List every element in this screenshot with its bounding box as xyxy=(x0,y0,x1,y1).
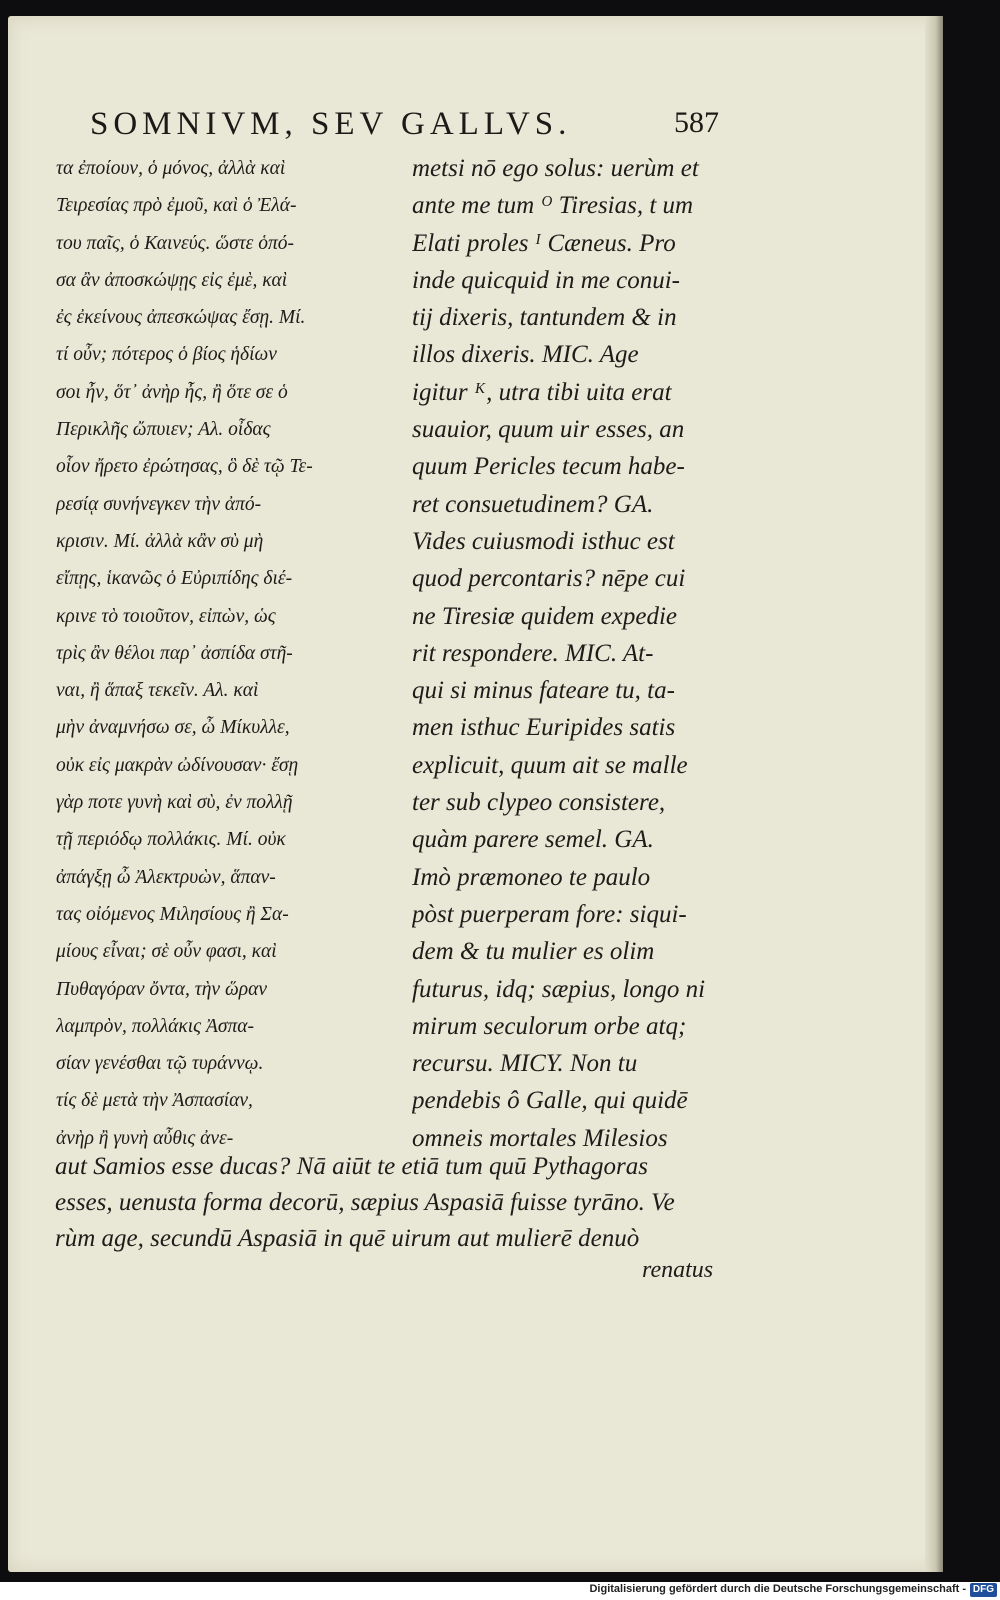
greek-text-column xyxy=(56,150,396,1157)
full-width-text xyxy=(55,1149,745,1257)
latin-text-line: pòst puerperam fore: siqui- xyxy=(412,900,687,928)
latin-text-line: ret consuetudinem? GA. xyxy=(412,490,654,518)
greek-text-line: ρεσίᾳ συνήνεγκεν τὴν ἀπό- xyxy=(56,493,262,515)
latin-text-line: metsi nō ego solus: uerùm et xyxy=(412,155,699,182)
latin-text-line: Vides cuiusmodi isthuc est xyxy=(412,527,675,555)
greek-text-line: τί οὖν; πότερος ὁ βίος ἡδίων xyxy=(56,344,277,366)
page-edge xyxy=(925,16,943,1572)
running-title: SOMNIVM, SEV GALLVS. xyxy=(90,106,572,142)
page-number: 587 xyxy=(674,106,719,139)
greek-text-line: τῇ περιόδῳ πολλάκις. Μί. οὐκ xyxy=(56,829,286,851)
greek-text-line: οὐκ εἰς μακρὰν ὠδίνουσαν· ἔσῃ xyxy=(56,754,299,776)
greek-text-line: ἐς ἐκείνους ἀπεσκώψας ἔσῃ. Μί. xyxy=(56,307,306,329)
latin-text-column xyxy=(412,150,742,1157)
greek-text-line: ναι, ἢ ἅπαξ τεκεῖν. Αλ. καὶ xyxy=(56,680,259,702)
latin-text-line: inde quicquid in me conui- xyxy=(412,266,680,294)
greek-text-line: κρισιν. Μί. ἀλλὰ κἂν σὺ μὴ xyxy=(56,530,264,552)
digitization-credit: Digitalisierung gefördert durch die Deutsche Forschungsgemeinschaft - xyxy=(589,1583,966,1595)
greek-text-line: μίους εἶναι; σὲ οὖν φασι, καὶ xyxy=(56,941,277,963)
catchword: renatus xyxy=(642,1257,714,1283)
greek-text-line: τας οἰόμενος Μιλησίους ἢ Σα- xyxy=(56,903,289,925)
greek-text-line: τίς δὲ μετὰ τὴν Ἀσπασίαν, xyxy=(56,1090,253,1112)
latin-text-line: ter sub clypeo consistere, xyxy=(412,789,666,817)
latin-text-line: men isthuc Euripides satis xyxy=(412,714,676,742)
greek-text-line: Περικλῆς ὤπυιεν; Αλ. οἶδας xyxy=(56,419,271,441)
greek-text-line: κρινε τὸ τοιοῦτον, εἰπὼν, ὡς xyxy=(56,605,276,627)
greek-text-line: τρὶς ἂν θέλοι παρ᾽ ἀσπίδα στῆ- xyxy=(56,642,293,664)
greek-text-line: σίαν γενέσθαι τῷ τυράννῳ. xyxy=(56,1053,264,1075)
latin-text-line: ante me tum ᴼ Tiresias, t um xyxy=(412,192,694,220)
latin-text-line: illos dixeris. MIC. Age xyxy=(412,341,639,369)
latin-text-line: omneis mortales Milesios xyxy=(412,1124,668,1152)
greek-text-line: σα ἂν ἀποσκώψῃς εἰς ἐμὲ, καὶ xyxy=(56,269,288,291)
greek-text-line: ἀνὴρ ἢ γυνὴ αὖθις ἀνε- xyxy=(56,1127,234,1149)
latin-text-line: quum Pericles tecum habe- xyxy=(412,453,685,481)
greek-text-line: λαμπρὸν, πολλάκις Ἀσπα- xyxy=(56,1015,254,1037)
full-width-text-line: esses, uenusta forma decorū, sæpius Aspasiā fuisse tyrāno. Ve xyxy=(55,1189,675,1216)
latin-text-line: Imò præmoneo te paulo xyxy=(412,863,651,891)
dfg-logo: DFG xyxy=(970,1583,997,1597)
latin-text-line: tij dixeris, tantundem & in xyxy=(412,304,677,332)
latin-text-line: qui si minus fateare tu, ta- xyxy=(412,677,675,705)
greek-text-line: εἴπῃς, ἱκανῶς ὁ Εὐριπίδης διέ- xyxy=(56,568,293,590)
greek-text-line: Πυθαγόραν ὄντα, τὴν ὥραν xyxy=(56,978,267,1000)
latin-text-line: recursu. MICY. Non tu xyxy=(412,1050,638,1078)
latin-text-line: igitur ᴷ, utra tibi uita erat xyxy=(412,378,672,406)
page-header xyxy=(60,106,760,146)
latin-text-line: explicuit, quum ait se malle xyxy=(412,751,688,779)
latin-text-line: dem & tu mulier es olim xyxy=(412,938,655,966)
greek-text-line: ἀπάγξῃ ὦ Ἀλεκτρυὼν, ἅπαν- xyxy=(56,866,276,888)
greek-text-line: τα ἐποίουν, ὁ μόνος, ἀλλὰ καὶ xyxy=(56,158,286,179)
latin-text-line: quàm parere semel. GA. xyxy=(412,826,654,854)
latin-text-line: suauior, quum uir esses, an xyxy=(412,416,685,444)
latin-text-line: ne Tiresiæ quidem expedie xyxy=(412,602,677,630)
latin-text-line: quod percontaris? nēpe cui xyxy=(412,565,686,593)
greek-text-line: μὴν ἀναμνήσω σε, ὦ Μίκυλλε, xyxy=(56,717,290,739)
latin-text-line: futurus, idq; sæpius, longo ni xyxy=(412,975,706,1003)
greek-text-line: γὰρ ποτε γυνὴ καὶ σὺ, ἐν πολλῇ xyxy=(56,792,293,814)
latin-text-line: rit respondere. MIC. At- xyxy=(412,639,654,667)
latin-text-line: mirum seculorum orbe atq; xyxy=(412,1012,687,1040)
full-width-text-line: aut Samios esse ducas? Nā aiūt te etiā tum quū Pythagoras xyxy=(55,1153,649,1180)
greek-text-line: Τειρεσίας πρὸ ἐμοῦ, καὶ ὁ Ἐλά- xyxy=(56,195,297,217)
greek-text-line: σοι ἦν, ὅτ᾽ ἀνὴρ ἦς, ἢ ὅτε σε ὁ xyxy=(56,381,288,403)
latin-text-line: pendebis ô Galle, qui quidē xyxy=(412,1087,688,1115)
latin-text-line: Elati proles ᴵ Cæneus. Pro xyxy=(412,229,676,257)
full-width-text-line: rùm age, secundū Aspasiā in quē uirum aut mulierē denuò xyxy=(55,1225,640,1252)
greek-text-line: οἷον ἤρετο ἐρώτησας, ὃ δὲ τῷ Τε- xyxy=(56,456,313,478)
greek-text-line: του παῖς, ὁ Καινεύς. ὥστε ὁπό- xyxy=(56,232,294,254)
